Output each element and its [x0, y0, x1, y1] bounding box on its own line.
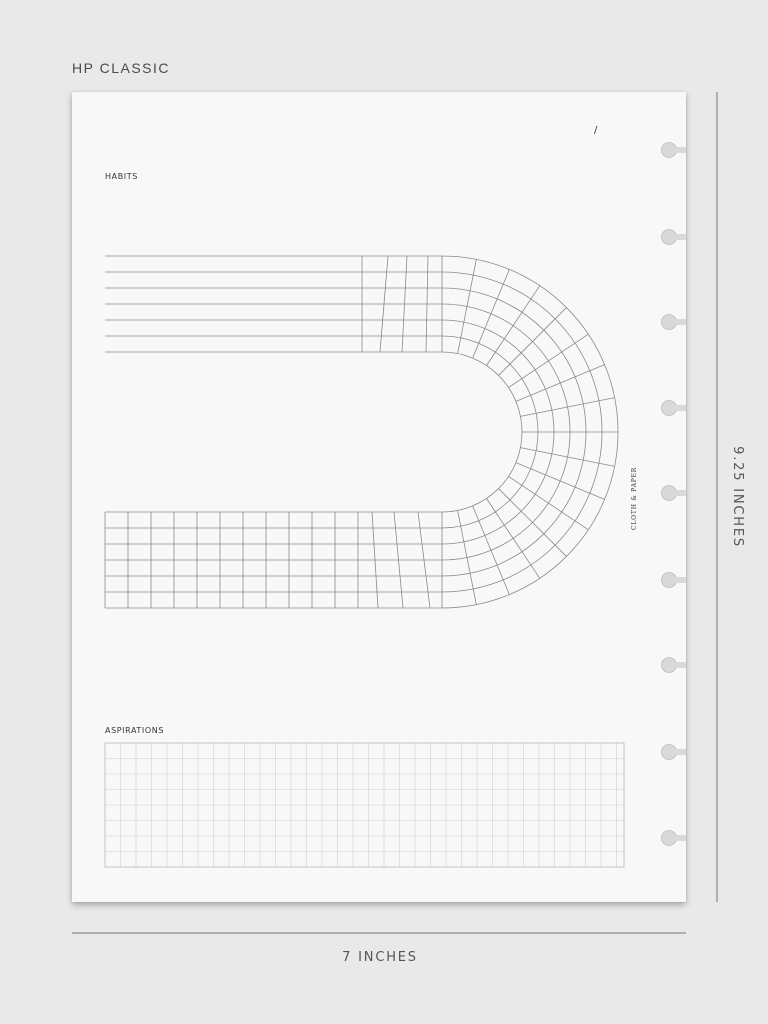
habit-arc-ring [442, 352, 522, 512]
disc-notch-fill [663, 746, 676, 759]
date-slash: / [594, 125, 598, 136]
aspirations-label: ASPIRATIONS [105, 726, 165, 735]
product-name: HP CLASSIC [72, 60, 170, 76]
habit-arc-spoke [473, 506, 510, 595]
disc-notch-fill [663, 402, 676, 415]
disc-notch-fill [663, 487, 676, 500]
aspirations-grid [105, 743, 624, 867]
habit-arc-spoke [516, 365, 605, 402]
habit-arc-spoke [499, 308, 567, 376]
brand-mark: CLOTH & PAPER [631, 466, 638, 530]
habit-tracker [105, 256, 618, 608]
habits-label: HABITS [105, 172, 138, 181]
habit-arc-spoke [473, 269, 510, 358]
disc-notch-fill [663, 832, 676, 845]
disc-notch-fill [663, 316, 676, 329]
disc-notch-fill [663, 231, 676, 244]
height-label: 9.25 INCHES [730, 446, 745, 548]
width-label: 7 INCHES [342, 950, 418, 965]
habit-arc-spoke [499, 489, 567, 557]
disc-notch-fill [663, 659, 676, 672]
disc-notch-fill [663, 574, 676, 587]
habit-arc-spoke [516, 463, 605, 500]
disc-binding [662, 143, 690, 846]
disc-notch-fill [663, 144, 676, 157]
